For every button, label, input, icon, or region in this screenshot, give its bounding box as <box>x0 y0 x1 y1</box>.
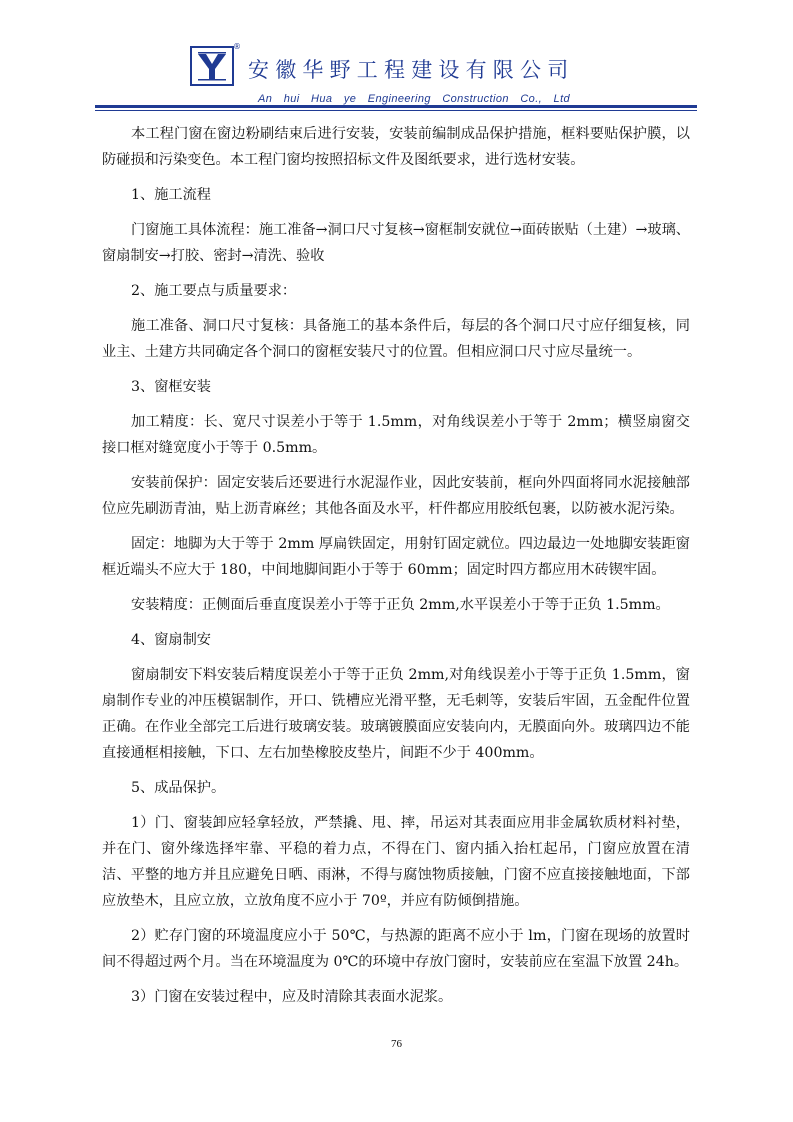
page-number: 76 <box>391 1038 402 1050</box>
paragraph: 2）贮存门窗的环境温度应小于 50℃，与热源的距离不应小于 lm，门窗在现场的放置时间不得超过两个月。当在环境温度为 0℃的环境中存放门窗时，安装前应在室温下放置 24h。 <box>102 928 690 970</box>
section-heading: 3、窗框安装 <box>131 379 211 395</box>
company-name-chinese: 安徽华野工程建设有限公司 <box>248 58 575 82</box>
registered-mark: ® <box>233 42 241 51</box>
paragraph: 3）门窗在安装过程中，应及时清除其表面水泥浆。 <box>131 989 453 1005</box>
paragraph: 门窗施工具体流程：施工准备→洞口尺寸复核→窗框制安就位→面砖嵌贴（土建）→玻璃、窗扇制安→打胶、密封→清洗、验收 <box>102 222 690 264</box>
section-heading: 4、窗扇制安 <box>131 632 211 648</box>
document-body <box>102 121 690 1019</box>
header-divider-thick <box>95 105 697 108</box>
paragraph: 窗扇制安下料安装后精度误差小于等于正负 2mm,对角线误差小于等于正负 1.5mm，窗扇制作专业的冲压模锯制作，开口、铣槽应光滑平整，无毛刺等，安装后牢固，五金配件位置正确。在作业全部完工后进行玻璃安装。玻璃镀膜面应安装向内，无膜面向外。玻璃四边不能直接通框相接触，下口、左右加垫橡胶皮垫片，间距不少于 400mm。 <box>102 667 690 761</box>
section-heading: 2、施工要点与质量要求： <box>131 283 297 299</box>
header-divider-thin <box>95 110 697 111</box>
paragraph: 固定：地脚为大于等于 2mm 厚扁铁固定，用射钉固定就位。四边最边一处地脚安装距窗框近端头不应大于 180，中间地脚间距小于等于 60mm；固定时四方都应用木砖锲牢固。 <box>102 536 690 578</box>
paragraph: 本工程门窗在窗边粉刷结束后进行安装，安装前编制成品保护措施，框料要贴保护膜，以防碰损和污染变色。本工程门窗均按照招标文件及图纸要求，进行选材安装。 <box>102 126 690 168</box>
section-heading: 5、成品保护。 <box>131 780 226 796</box>
section-heading: 1、施工流程 <box>131 187 211 203</box>
company-logo-icon <box>190 46 234 86</box>
paragraph: 安装前保护：固定安装后还要进行水泥湿作业，因此安装前，框向外四面将同水泥接触部位应先刷沥青油，贴上沥青麻丝；其他各面及水平，杆件都应用胶纸包裹，以防被水泥污染。 <box>102 475 690 517</box>
paragraph: 1）门、窗装卸应轻拿轻放，严禁撬、甩、摔，吊运对其表面应用非金属软质材料衬垫，并在门、窗外缘选择牢靠、平稳的着力点，不得在门、窗内插入抬杠起吊，门窗应放置在清洁、平整的地方并且应避免日晒、雨淋，不得与腐蚀物质接触，门窗不应直接接触地面，下部应放垫木，且应立放，立放角度不应小于 70º，并应有防倾倒措施。 <box>102 815 690 909</box>
paragraph: 施工准备、洞口尺寸复核：具备施工的基本条件后，每层的各个洞口尺寸应仔细复核，同业主、土建方共同确定各个洞口的窗框安装尺寸的位置。但相应洞口尺寸应尽量统一。 <box>102 318 690 360</box>
company-name-english: An hui Hua ye Engineering Construction Co., Ltd <box>258 93 571 105</box>
paragraph: 安装精度：正侧面后垂直度误差小于等于正负 2mm,水平误差小于等于正负 1.5mm。 <box>131 597 670 613</box>
paragraph: 加工精度：长、宽尺寸误差小于等于 1.5mm，对角线误差小于等于 2mm；横竖扇窗交接口框对缝宽度小于等于 0.5mm。 <box>102 414 690 456</box>
page-header <box>0 0 793 120</box>
